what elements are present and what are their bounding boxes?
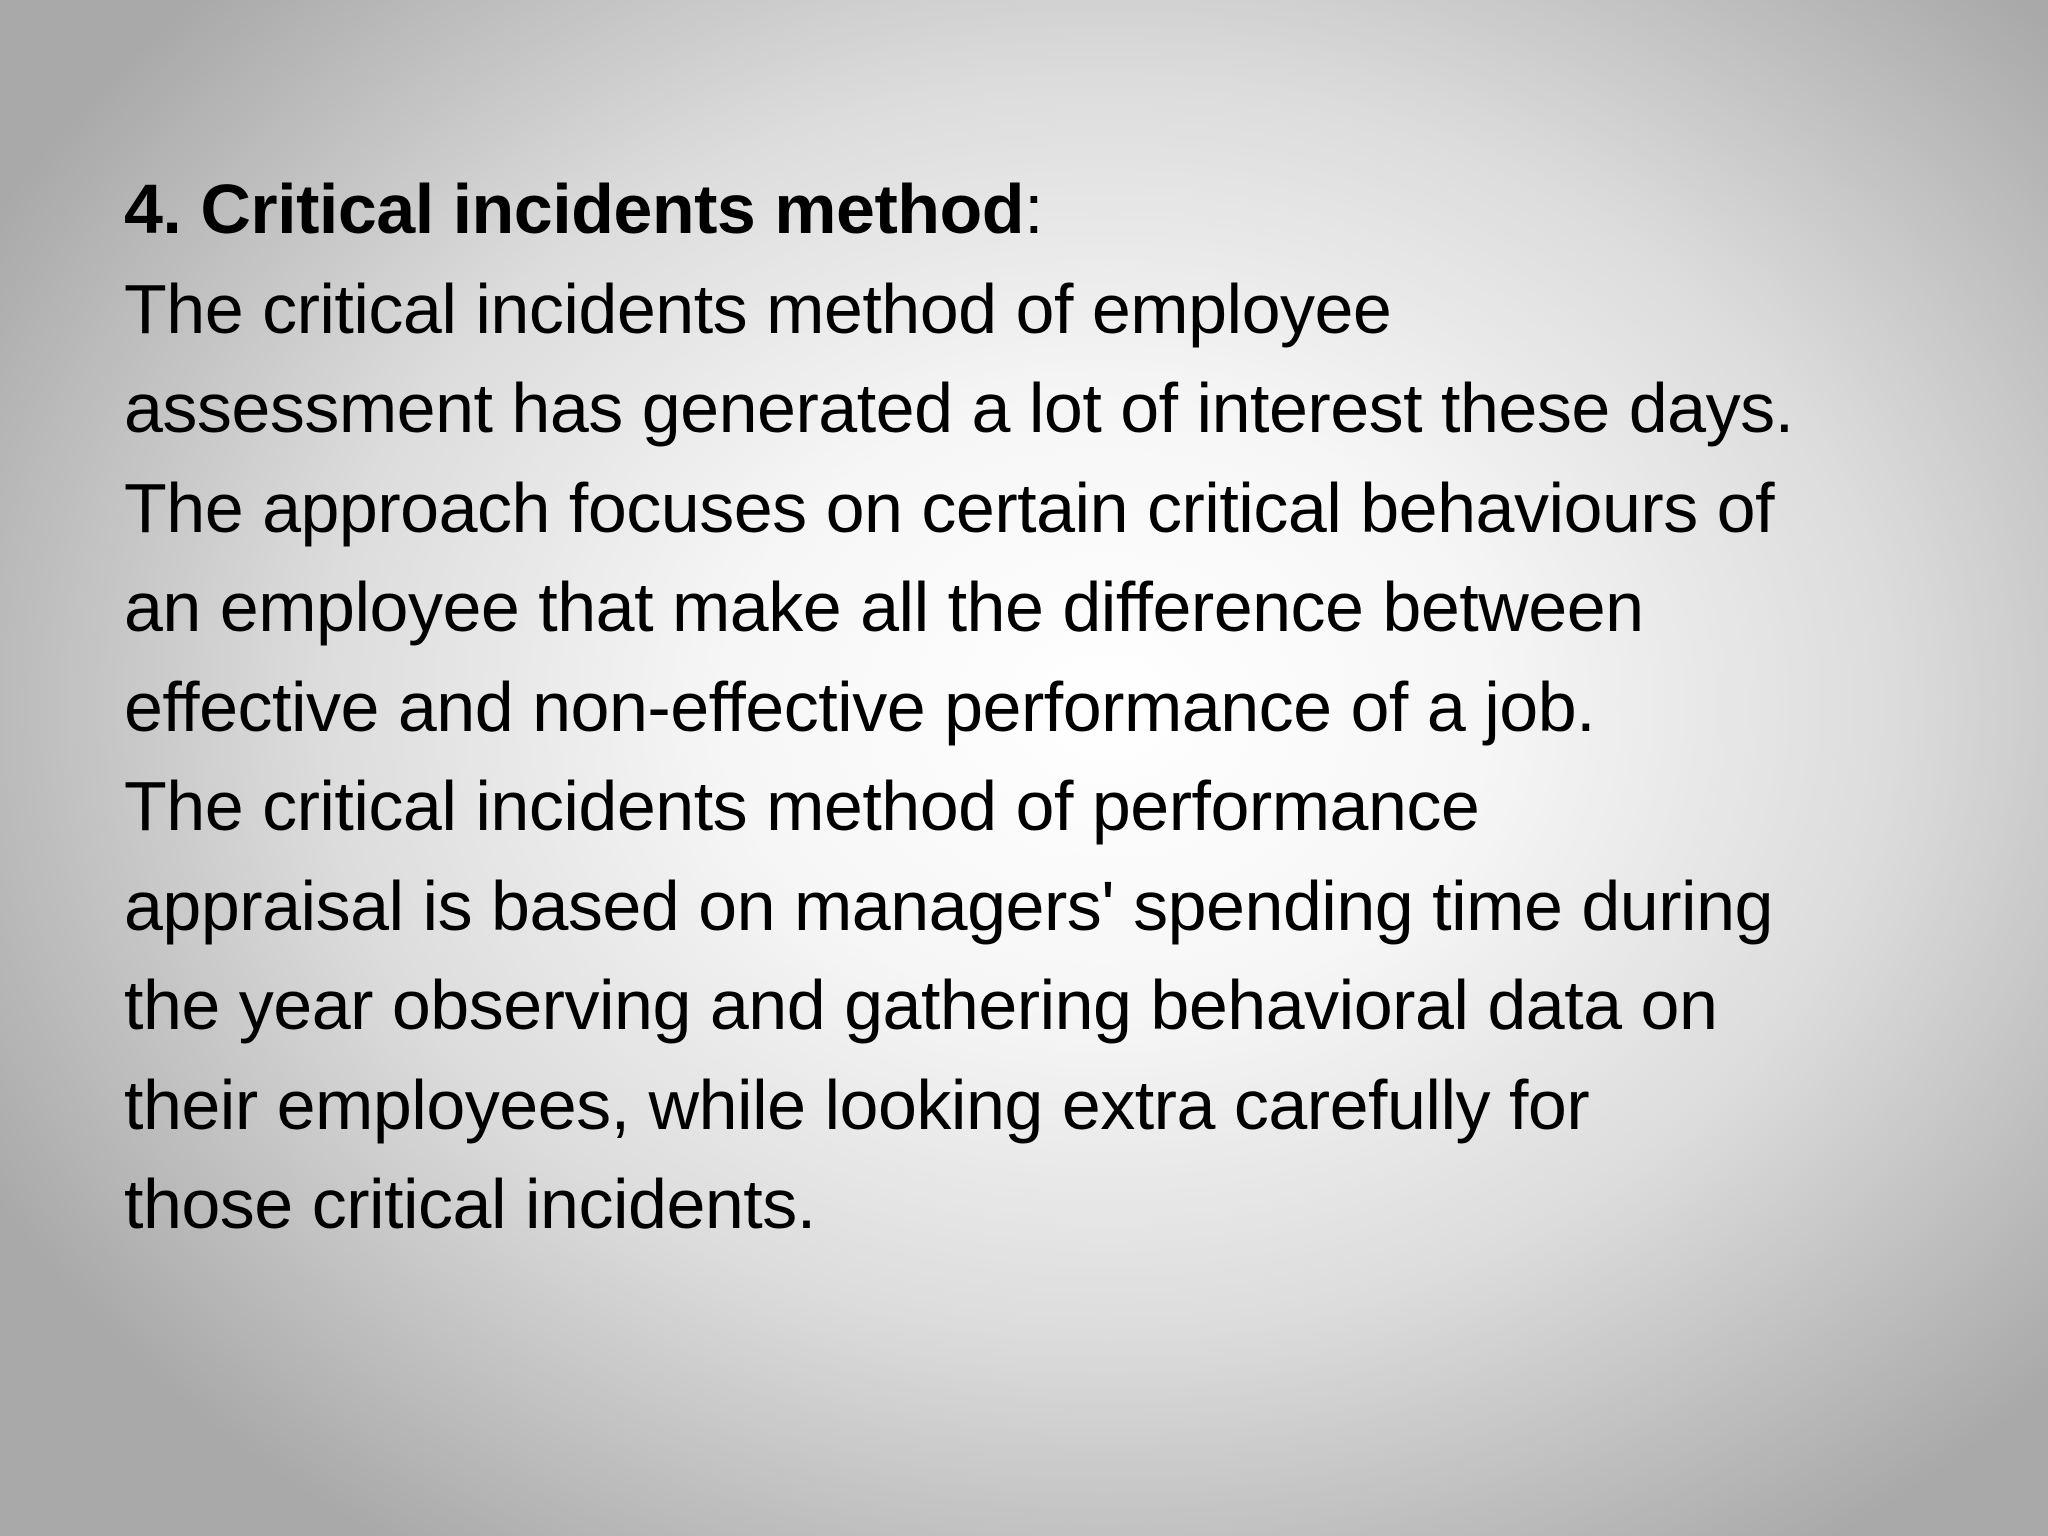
body-line-8: the year observing and gathering behavioral data on [124, 966, 1718, 1044]
body-line-7: appraisal is based on managers' spending time during [124, 866, 1773, 945]
heading-bold-text: 4. Critical incidents method [124, 170, 1025, 248]
slide-heading [124, 160, 2004, 260]
body-line-2: assessment has generated a lot of interest these days. [124, 369, 1794, 447]
body-line-3: The approach focuses on certain critical behaviours of [124, 468, 1775, 547]
slide-body [124, 160, 2004, 1255]
body-line-4: an employee that make all the difference between [124, 568, 1644, 646]
body-line-1: The critical incidents method of employee [124, 269, 1392, 348]
body-line-6: The critical incidents method of performance [124, 767, 1480, 845]
body-line-5: effective and non-effective performance of a job. [124, 667, 1596, 746]
body-line-10: those critical incidents. [124, 1165, 816, 1243]
body-line-9: their employees, while looking extra carefully for [124, 1065, 1590, 1144]
heading-colon: : [1024, 170, 1044, 248]
